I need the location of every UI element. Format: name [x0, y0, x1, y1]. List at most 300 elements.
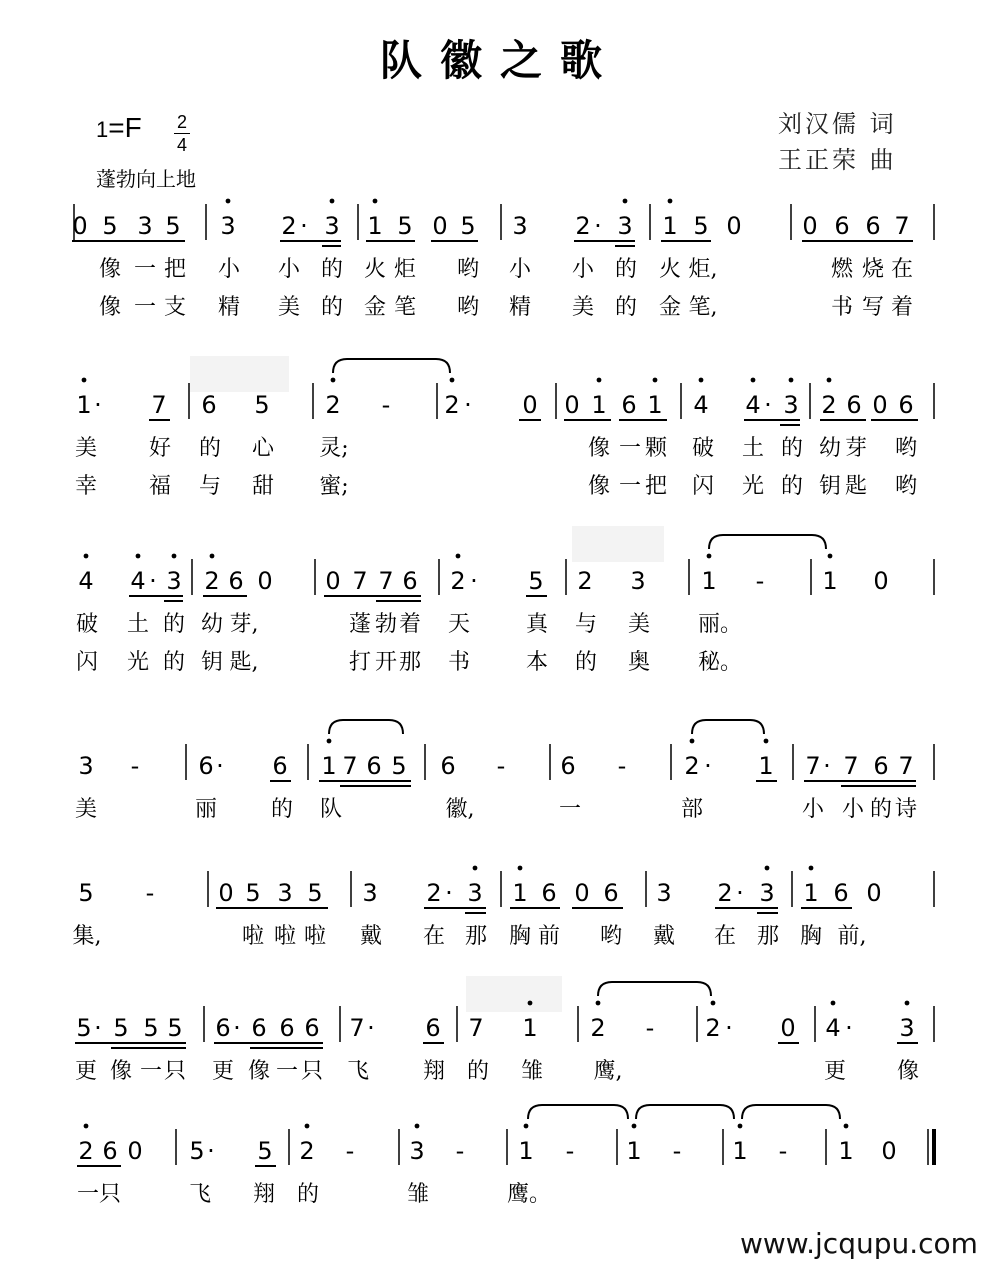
lyric-syllable: 的: [614, 295, 638, 320]
key-tonic: 1: [96, 117, 109, 142]
lyric-syllable: 一: [275, 1059, 299, 1084]
note: 6: [833, 879, 849, 907]
lyric-syllable: 蓬: [348, 612, 372, 637]
octave-dot-high: [699, 378, 704, 383]
lyric-syllable: 幼: [200, 612, 224, 637]
lyric-syllable: 啦: [273, 924, 297, 949]
tempo-marking: 蓬勃向上地: [96, 167, 196, 191]
note: 6: [279, 1014, 295, 1042]
lyric-syllable: 支: [163, 295, 187, 320]
lyric-syllable: 美: [571, 295, 595, 320]
lyric-syllable: 美: [277, 295, 301, 320]
lyric-syllable: 的: [320, 295, 344, 320]
lyric-syllable: 那: [756, 924, 780, 949]
note: 0: [432, 212, 448, 240]
octave-dot-high: [136, 554, 141, 559]
octave-dot-high: [450, 378, 455, 383]
augmentation-dot: ·: [207, 1137, 215, 1165]
lyric-syllable: 丽: [194, 797, 218, 822]
note: 5: [143, 1014, 159, 1042]
octave-dot-high: [597, 378, 602, 383]
octave-dot-high: [327, 739, 332, 744]
octave-dot-high: [844, 1124, 849, 1129]
note: 6: [201, 391, 217, 419]
note: 0: [574, 879, 590, 907]
note: 3: [656, 879, 672, 907]
note: 5: [167, 1014, 183, 1042]
octave-dot-high: [596, 1001, 601, 1006]
octave-dot-high: [210, 554, 215, 559]
note: 6: [251, 1014, 267, 1042]
note: 3: [899, 1014, 915, 1042]
lyric-syllable: 雏: [406, 1182, 430, 1207]
octave-dot-high: [711, 1001, 716, 1006]
tie-slur: [709, 535, 826, 549]
lyric-syllable: 的: [296, 1182, 320, 1207]
note: 1: [76, 391, 92, 419]
shaded-patch: [466, 976, 562, 1012]
augmentation-dot: ·: [367, 1014, 375, 1042]
note: 0: [872, 391, 888, 419]
note: 7: [805, 752, 821, 780]
lyric-syllable: 的: [780, 436, 804, 461]
note: 1: [732, 1137, 748, 1165]
note: 1: [758, 752, 774, 780]
lyric-syllable: 着: [398, 612, 422, 637]
note: 3: [78, 752, 94, 780]
lyric-syllable: 奥: [627, 650, 651, 675]
shaded-patch: [572, 526, 664, 562]
lyric-syllable: 芽,: [229, 612, 259, 637]
lyric-syllable: 钥: [200, 650, 224, 675]
note: 7: [468, 1014, 484, 1042]
lyric-syllable: 小: [277, 257, 301, 282]
lyric-syllable: 雏: [520, 1059, 544, 1084]
note: 1: [626, 1137, 642, 1165]
note: 3: [166, 567, 182, 595]
note: 2: [78, 1137, 94, 1165]
note: 2: [325, 391, 341, 419]
augmentation-dot: ·: [216, 752, 224, 780]
lyric-syllable: 像: [109, 1059, 133, 1084]
lyric-syllable: 在: [713, 924, 737, 949]
note: 5: [460, 212, 476, 240]
octave-dot-high: [765, 866, 770, 871]
lyric-syllable: 那: [398, 650, 422, 675]
lyric-syllable: 着: [890, 295, 914, 320]
note: 6: [215, 1014, 231, 1042]
note: 2: [204, 567, 220, 595]
note: 1: [662, 212, 678, 240]
lyric-syllable: 烧: [861, 257, 885, 282]
note: 4: [745, 391, 761, 419]
note: 6: [228, 567, 244, 595]
note: 5: [693, 212, 709, 240]
lyric-syllable: 的: [574, 650, 598, 675]
note: 5: [113, 1014, 129, 1042]
lyric-syllable: 翔: [422, 1059, 446, 1084]
lyric-syllable: 胸: [508, 924, 532, 949]
note: 7: [843, 752, 859, 780]
note: 0: [218, 879, 234, 907]
lyric-syllable: 像: [587, 474, 611, 499]
note: 6: [621, 391, 637, 419]
note: 3: [137, 212, 153, 240]
augmentation-dot: ·: [764, 391, 772, 419]
time-denominator: 4: [176, 135, 187, 155]
note: 0: [866, 879, 882, 907]
augmentation-dot: ·: [823, 752, 831, 780]
lyric-syllable: 好: [148, 436, 172, 461]
composer-credit: 王正荣 曲: [778, 146, 897, 174]
note: 6: [304, 1014, 320, 1042]
octave-dot-high: [632, 1124, 637, 1129]
lyric-syllable: 在: [890, 257, 914, 282]
note: 2: [444, 391, 460, 419]
augmentation-dot: ·: [300, 212, 308, 240]
lyric-syllable: 只: [163, 1059, 187, 1084]
note: 2: [705, 1014, 721, 1042]
dash-extension: -: [345, 1137, 355, 1165]
note: 4: [78, 567, 94, 595]
note: 2: [426, 879, 442, 907]
note: 3: [220, 212, 236, 240]
note: 1: [803, 879, 819, 907]
lyric-syllable: 哟: [599, 924, 623, 949]
note: 5: [76, 1014, 92, 1042]
lyricist-credit: 刘汉儒 词: [778, 110, 897, 138]
lyric-syllable: 的: [614, 257, 638, 282]
note: 1: [591, 391, 607, 419]
note: 2: [821, 391, 837, 419]
lyric-syllable: 精: [508, 295, 532, 320]
lyric-syllable: 书: [447, 650, 471, 675]
lyric-syllable: 勃: [374, 612, 398, 637]
lyric-syllable: 破: [75, 612, 99, 637]
lyric-syllable: 美: [74, 797, 98, 822]
lyric-syllable: 小: [217, 257, 241, 282]
note: 0: [873, 567, 889, 595]
lyric-syllable: 胸: [799, 924, 823, 949]
note: 2: [577, 567, 593, 595]
lyric-syllable: 在: [422, 924, 446, 949]
lyric-syllable: 啦: [241, 924, 265, 949]
lyric-syllable: 笔,: [688, 295, 718, 320]
dash-extension: -: [130, 752, 140, 780]
lyric-syllable: 哟: [894, 474, 918, 499]
octave-dot-high: [528, 1001, 533, 1006]
note: 4: [130, 567, 146, 595]
note: 6: [603, 879, 619, 907]
augmentation-dot: ·: [725, 1014, 733, 1042]
dash-extension: -: [672, 1137, 682, 1165]
note: 6: [846, 391, 862, 419]
lyric-syllable: 与: [574, 612, 598, 637]
octave-dot-high: [82, 378, 87, 383]
lyric-syllable: 写: [861, 295, 885, 320]
note: 4: [825, 1014, 841, 1042]
octave-dot-high: [305, 1124, 310, 1129]
lyric-syllable: 的: [320, 257, 344, 282]
note: 0: [564, 391, 580, 419]
lyric-syllable: 戴: [359, 924, 383, 949]
note: 1: [647, 391, 663, 419]
note: 0: [127, 1137, 143, 1165]
note: 7: [378, 567, 394, 595]
lyric-syllable: 集,: [72, 924, 102, 949]
note: 6: [198, 752, 214, 780]
lyric-syllable: 光: [741, 474, 765, 499]
lyric-syllable: 炬,: [688, 257, 718, 282]
note: 3: [617, 212, 633, 240]
dash-extension: -: [145, 879, 155, 907]
lyric-syllable: 一: [558, 797, 582, 822]
lyric-syllable: 火: [658, 257, 682, 282]
note: 0: [780, 1014, 796, 1042]
octave-dot-high: [831, 1001, 836, 1006]
lyric-syllable: 小: [801, 797, 825, 822]
lyric-syllable: 哟: [456, 295, 480, 320]
lyric-syllable: 鹰,: [593, 1059, 623, 1084]
note: 3: [362, 879, 378, 907]
website-watermark[interactable]: www.jcqupu.com: [740, 1227, 978, 1260]
dash-extension: -: [617, 752, 627, 780]
lyric-syllable: 幼: [818, 436, 842, 461]
note: 2: [281, 212, 297, 240]
lyric-syllable: 哟: [456, 257, 480, 282]
note: 5: [245, 879, 261, 907]
note: 3: [467, 879, 483, 907]
augmentation-dot: ·: [464, 391, 472, 419]
octave-dot-high: [764, 739, 769, 744]
note: 5: [254, 391, 270, 419]
lyric-syllable: 匙: [844, 474, 868, 499]
tie-slur: [692, 720, 764, 734]
lyric-syllable: 颗: [644, 436, 668, 461]
note: 5: [397, 212, 413, 240]
note: 1: [822, 567, 838, 595]
lyric-syllable: 像: [896, 1059, 920, 1084]
note: 1: [321, 752, 337, 780]
note: 6: [402, 567, 418, 595]
lyric-syllable: 飞: [346, 1059, 370, 1084]
lyric-syllable: 小: [841, 797, 865, 822]
note: 7: [898, 752, 914, 780]
augmentation-dot: ·: [445, 879, 453, 907]
octave-dot-high: [738, 1124, 743, 1129]
lyric-syllable: 队: [319, 797, 343, 822]
lyric-syllable: 的: [869, 797, 893, 822]
note: 3: [630, 567, 646, 595]
note: 1: [838, 1137, 854, 1165]
lyric-syllable: 福: [148, 474, 172, 499]
note: 0: [257, 567, 273, 595]
lyric-syllable: 开: [374, 650, 398, 675]
lyric-syllable: 金: [658, 295, 682, 320]
lyric-syllable: 蜜;: [319, 474, 349, 499]
lyric-syllable: 像: [247, 1059, 271, 1084]
note: 4: [693, 391, 709, 419]
note: 0: [72, 212, 88, 240]
octave-dot-high: [809, 866, 814, 871]
lyric-syllable: 更: [74, 1059, 98, 1084]
lyric-syllable: 匙,: [229, 650, 259, 675]
lyric-syllable: 火: [363, 257, 387, 282]
note: 2: [590, 1014, 606, 1042]
octave-dot-high: [456, 554, 461, 559]
note: 2: [684, 752, 700, 780]
tie-slur: [598, 982, 711, 996]
lyric-syllable: 芽: [844, 436, 868, 461]
lyric-syllable: 徽,: [445, 797, 475, 822]
lyric-syllable: 书: [830, 295, 854, 320]
tie-slur: [528, 1105, 628, 1119]
octave-dot-high: [226, 199, 231, 204]
lyric-syllable: 只: [300, 1059, 324, 1084]
lyric-syllable: 秘。: [697, 650, 743, 675]
note: 3: [324, 212, 340, 240]
lyric-syllable: 的: [162, 650, 186, 675]
note: 0: [522, 391, 538, 419]
lyric-syllable: 一: [139, 1059, 163, 1084]
lyric-syllable: 啦: [303, 924, 327, 949]
dash-extension: -: [455, 1137, 465, 1165]
time-numerator: 2: [176, 112, 187, 132]
note: 6: [102, 1137, 118, 1165]
note: 6: [272, 752, 288, 780]
lyric-syllable: 一: [133, 295, 157, 320]
lyric-syllable: 笔: [393, 295, 417, 320]
octave-dot-high: [707, 554, 712, 559]
lyric-syllable: 天: [447, 612, 471, 637]
note: 3: [783, 391, 799, 419]
note: 0: [802, 212, 818, 240]
note: 1: [518, 1137, 534, 1165]
note: 7: [894, 212, 910, 240]
note: 6: [425, 1014, 441, 1042]
lyric-syllable: 钥: [818, 474, 842, 499]
note: 2: [575, 212, 591, 240]
note: 1: [522, 1014, 538, 1042]
note: 0: [726, 212, 742, 240]
note: 6: [366, 752, 382, 780]
octave-dot-high: [828, 554, 833, 559]
lyric-syllable: 把: [163, 257, 187, 282]
lyric-syllable: 前,: [837, 924, 867, 949]
note: 6: [873, 752, 889, 780]
lyric-syllable: 的: [780, 474, 804, 499]
lyric-syllable: 的: [466, 1059, 490, 1084]
lyric-syllable: 灵;: [319, 436, 349, 461]
lyric-syllable: 鹰。: [506, 1182, 552, 1207]
augmentation-dot: ·: [470, 567, 478, 595]
octave-dot-high: [789, 378, 794, 383]
note: 5: [391, 752, 407, 780]
lyric-syllable: 飞: [188, 1182, 212, 1207]
note: 6: [560, 752, 576, 780]
note: 3: [512, 212, 528, 240]
dash-extension: -: [645, 1014, 655, 1042]
octave-dot-high: [905, 1001, 910, 1006]
note: 2: [717, 879, 733, 907]
lyric-syllable: 的: [198, 436, 222, 461]
octave-dot-high: [827, 378, 832, 383]
lyric-syllable: 更: [823, 1059, 847, 1084]
lyric-syllable: 戴: [652, 924, 676, 949]
octave-dot-high: [331, 378, 336, 383]
note: 1: [701, 567, 717, 595]
octave-dot-high: [415, 1124, 420, 1129]
lyric-syllable: 闪: [75, 650, 99, 675]
lyric-syllable: 一只: [76, 1182, 122, 1207]
lyric-syllable: 精: [217, 295, 241, 320]
note: 7: [349, 1014, 365, 1042]
lyric-syllable: 心: [251, 436, 275, 461]
shaded-patch: [190, 356, 289, 392]
octave-dot-high: [172, 554, 177, 559]
augmentation-dot: ·: [149, 567, 157, 595]
lyric-syllable: 真: [525, 612, 549, 637]
octave-dot-high: [751, 378, 756, 383]
lyric-syllable: 丽。: [697, 612, 743, 637]
note: 3: [759, 879, 775, 907]
octave-dot-high: [373, 199, 378, 204]
note: 5: [165, 212, 181, 240]
lyric-syllable: 打: [348, 650, 372, 675]
lyric-syllable: 哟: [894, 436, 918, 461]
dash-extension: -: [778, 1137, 788, 1165]
augmentation-dot: ·: [736, 879, 744, 907]
lyric-syllable: 像: [98, 257, 122, 282]
lyric-syllable: 炬: [393, 257, 417, 282]
augmentation-dot: ·: [845, 1014, 853, 1042]
note: 5: [189, 1137, 205, 1165]
octave-dot-high: [473, 866, 478, 871]
octave-dot-high: [668, 199, 673, 204]
lyric-syllable: 一: [133, 257, 157, 282]
lyric-syllable: 翔: [252, 1182, 276, 1207]
lyric-syllable: 甜: [251, 474, 275, 499]
note: 5: [102, 212, 118, 240]
note: 7: [352, 567, 368, 595]
note: 5: [257, 1137, 273, 1165]
lyric-syllable: 破: [691, 436, 715, 461]
note: 7: [151, 391, 167, 419]
octave-dot-high: [518, 866, 523, 871]
note: 2: [299, 1137, 315, 1165]
lyric-syllable: 光: [126, 650, 150, 675]
note: 1: [367, 212, 383, 240]
note: 6: [834, 212, 850, 240]
lyric-syllable: 的: [270, 797, 294, 822]
tie-slur: [636, 1105, 734, 1119]
lyric-syllable: 小: [508, 257, 532, 282]
octave-dot-high: [330, 199, 335, 204]
lyric-syllable: 前: [537, 924, 561, 949]
octave-dot-high: [524, 1124, 529, 1129]
lyric-syllable: 小: [571, 257, 595, 282]
note: 6: [541, 879, 557, 907]
lyric-syllable: 一: [618, 436, 642, 461]
augmentation-dot: ·: [594, 212, 602, 240]
tie-slur: [333, 359, 450, 373]
lyric-syllable: 土: [741, 436, 765, 461]
lyric-syllable: 像: [98, 295, 122, 320]
note: 1: [512, 879, 528, 907]
lyric-syllable: 像: [587, 436, 611, 461]
octave-dot-high: [690, 739, 695, 744]
key-signature: 1=F: [96, 112, 142, 143]
